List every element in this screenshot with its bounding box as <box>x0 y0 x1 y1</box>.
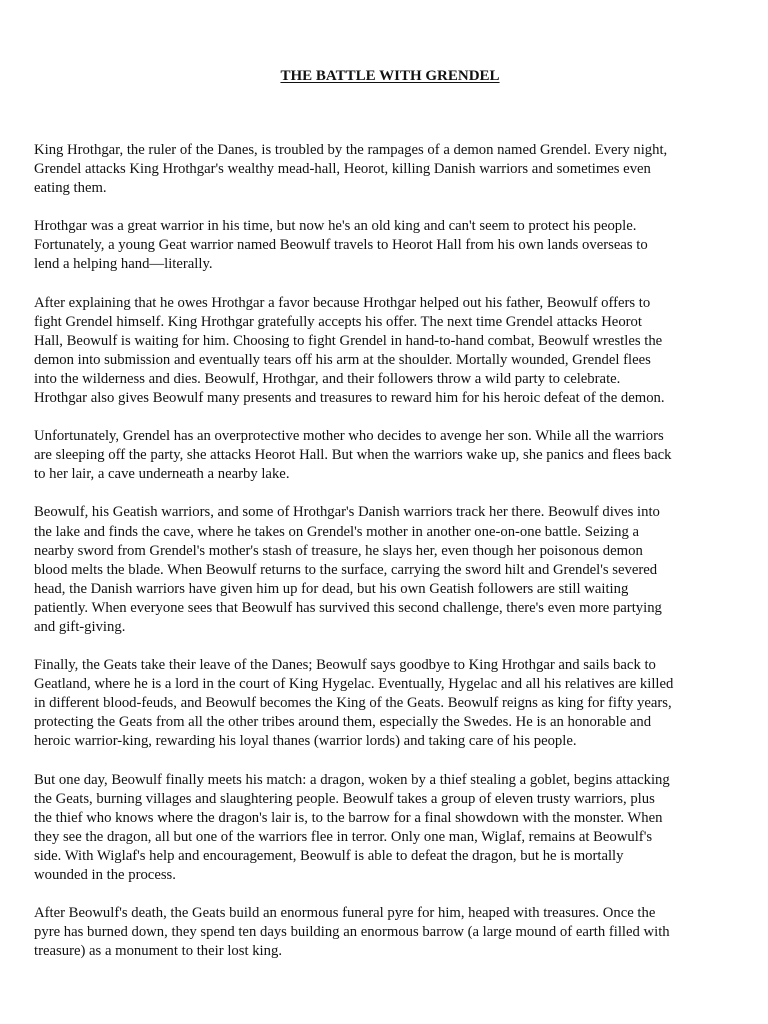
paragraph-line: nearby sword from Grendel's mother's stash of treasure, he slays her, even though her poisonous demon <box>34 542 643 559</box>
paragraph-line: the thief who knows where the dragon's lair is, to the barrow for a final showdown with the monster. When <box>34 809 663 826</box>
paragraph-line: are sleeping off the party, she attacks Heorot Hall. But when the warriors wake up, she panics and flees back <box>34 447 672 464</box>
paragraph-line: lend a helping hand—literally. <box>34 256 213 273</box>
paragraph-line: side. With Wiglaf's help and encouragement, Beowulf is able to defeat the dragon, but he is mortally <box>34 847 624 864</box>
paragraph-line: the lake and finds the cave, where he takes on Grendel's mother in another one-on-one battle. Seizing a <box>34 523 640 540</box>
paragraph-line: in different blood-feuds, and Beowulf becomes the King of the Geats. Beowulf reigns as king for fifty years, <box>34 695 672 712</box>
document-title: THE BATTLE WITH GRENDEL <box>280 68 500 84</box>
paragraph <box>34 904 768 961</box>
paragraph <box>34 141 768 198</box>
paragraph-line: pyre has burned down, they spend ten days building an enormous barrow (a large mound of earth filled with <box>34 924 670 941</box>
document-body <box>34 141 768 980</box>
paragraph-line: Hrothgar was a great warrior in his time, but now he's an old king and can't seem to protect his people. <box>34 218 637 235</box>
paragraph-line: into the wilderness and dies. Beowulf, Hrothgar, and their followers throw a wild party to celebrate. <box>34 370 621 387</box>
paragraph-line: the Geats, burning villages and slaughtering people. Beowulf takes a group of eleven trusty warriors, plus <box>34 790 655 807</box>
paragraph <box>34 427 768 484</box>
paragraph-line: protecting the Geats from all the other tribes around them, especially the Swedes. He is an honorable and <box>34 714 652 731</box>
paragraph-line: After explaining that he owes Hrothgar a favor because Hrothgar helped out his father, Beowulf offers to <box>34 294 651 311</box>
paragraph-line: Grendel attacks King Hrothgar's wealthy mead-hall, Heorot, killing Danish warriors and sometimes even <box>34 161 651 178</box>
paragraph-line: But one day, Beowulf finally meets his match: a dragon, woken by a thief stealing a goblet, begins attacking <box>34 771 670 788</box>
paragraph-line: Beowulf, his Geatish warriors, and some of Hrothgar's Danish warriors track her there. Beowulf dives into <box>34 504 660 521</box>
paragraph-line: treasure) as a monument to their lost king. <box>34 943 282 960</box>
paragraph-line: heroic warrior-king, rewarding his loyal thanes (warrior lords) and taking care of his people. <box>34 733 577 750</box>
paragraph-line: Geatland, where he is a lord in the court of King Hygelac. Eventually, Hygelac and all his relatives are killed <box>34 676 674 693</box>
paragraph-line: After Beowulf's death, the Geats build an enormous funeral pyre for him, heaped with treasures. Once the <box>34 905 656 922</box>
paragraph-line: blood melts the blade. When Beowulf returns to the surface, carrying the sword hilt and Grendel's severed <box>34 561 658 578</box>
paragraph-line: they see the dragon, all but one of the warriors flee in terror. Only one man, Wiglaf, remains at Beowulf's <box>34 828 653 845</box>
paragraph-line: eating them. <box>34 180 107 197</box>
paragraph-line: Fortunately, a young Geat warrior named Beowulf travels to Heorot Hall from his own lands overseas to <box>34 237 648 254</box>
paragraph <box>34 217 768 274</box>
paragraph-line: and gift-giving. <box>34 618 126 635</box>
paragraph-line: patiently. When everyone sees that Beowulf has survived this second challenge, there's even more partying <box>34 599 662 616</box>
paragraph <box>34 503 768 637</box>
paragraph-line: to her lair, a cave underneath a nearby lake. <box>34 466 290 483</box>
paragraph-line: Hall, Beowulf is waiting for him. Choosing to fight Grendel in hand-to-hand combat, Beowulf wrestles the <box>34 332 663 349</box>
paragraph-line: Finally, the Geats take their leave of the Danes; Beowulf says goodbye to King Hrothgar and sails back to <box>34 657 656 674</box>
paragraph-line: demon into submission and eventually tears off his arm at the shoulder. Mortally wounded, Grendel flees <box>34 351 651 368</box>
paragraph-line: wounded in the process. <box>34 867 176 883</box>
paragraph <box>34 656 768 751</box>
paragraph-line: fight Grendel himself. King Hrothgar gratefully accepts his offer. The next time Grendel attacks Heorot <box>34 313 642 330</box>
paragraph-line: Unfortunately, Grendel has an overprotective mother who decides to avenge her son. While all the warriors <box>34 428 664 445</box>
paragraph <box>34 294 768 409</box>
paragraph-line: King Hrothgar, the ruler of the Danes, is troubled by the rampages of a demon named Grendel. Every night, <box>34 142 668 158</box>
paragraph-line: Hrothgar also gives Beowulf many presents and treasures to reward him for his heroic defeat of the demon. <box>34 390 665 407</box>
paragraph-line: head, the Danish warriors have given him up for dead, but his own Geatish followers are still waiting <box>34 580 629 597</box>
paragraph <box>34 771 768 886</box>
